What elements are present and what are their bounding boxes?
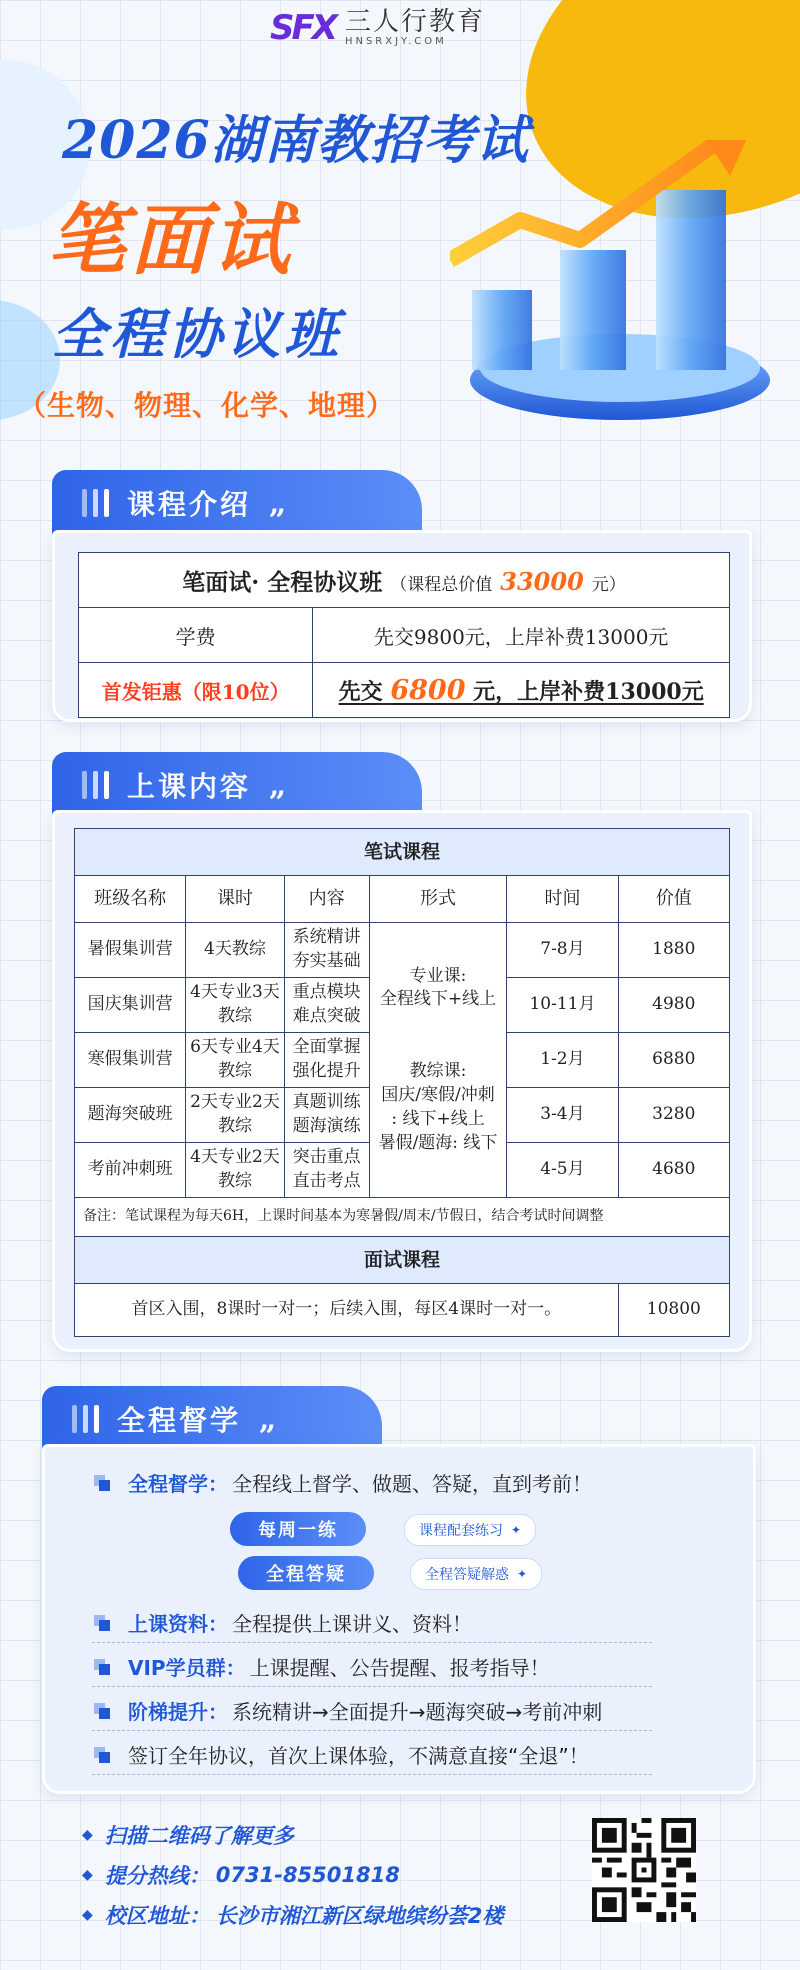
- class-content: 重点模块难点突破: [284, 978, 369, 1033]
- hero-title: 2026湖南教招考试: [62, 110, 529, 171]
- square-bullet-icon: [94, 1659, 110, 1675]
- diamond-icon: ◆: [82, 1867, 93, 1883]
- campus-address: [82, 1900, 503, 1930]
- class-value: 3280: [618, 1088, 729, 1143]
- class-time: 10-11月: [507, 978, 618, 1033]
- square-bullet-icon: [94, 1475, 110, 1491]
- divider: [92, 1686, 652, 1687]
- brand-logo: [270, 6, 485, 50]
- class-value: 6880: [618, 1033, 729, 1088]
- tab-bars-icon: [72, 1405, 99, 1433]
- section-tab-class-content: [52, 752, 422, 818]
- class-name: 考前冲刺班: [75, 1143, 186, 1198]
- interview-desc: 首区入围，8课时一对一；后续入围，每区4课时一对一。: [75, 1284, 619, 1337]
- qr-code-icon[interactable]: [592, 1818, 696, 1922]
- course-total-value: 33000: [500, 566, 584, 596]
- square-bullet-icon: [94, 1615, 110, 1631]
- quote-icon: „: [269, 767, 287, 803]
- form-line: 全程线下+线上: [379, 989, 497, 1010]
- section-title: 上课内容: [127, 770, 252, 803]
- form-line: 国庆/寒假/冲刺: [381, 1085, 495, 1105]
- promo-suffix: 元，上岸补费13000元: [473, 678, 704, 705]
- address-label: 校区地址：: [104, 1904, 210, 1928]
- list-item-label: 上课资料：: [128, 1612, 228, 1636]
- interview-course-title: 面试课程: [75, 1237, 730, 1284]
- square-bullet-icon: [94, 1703, 110, 1719]
- class-content: 真题训练题海演练: [284, 1088, 369, 1143]
- list-item-text: 上课提醒、公告提醒、报考指导！: [249, 1656, 550, 1680]
- section-title: 课程介绍: [127, 488, 252, 521]
- full-qa-pill: 全程答疑: [238, 1556, 374, 1590]
- col-header: 形式: [369, 876, 507, 923]
- hotline[interactable]: [82, 1860, 400, 1890]
- hero-subtitle: 全程协议班: [52, 302, 342, 366]
- section-title: 全程督学: [117, 1404, 242, 1437]
- square-bullet-icon: [94, 1747, 110, 1763]
- growth-chart-illustration: [450, 140, 770, 440]
- brand-name-en: HNSRXJY.COM: [344, 36, 447, 47]
- hero-subjects: （生物、物理、化学、地理）: [18, 389, 396, 422]
- hotline-label: 提分热线：: [104, 1864, 210, 1888]
- course-value-suffix: 元）: [591, 574, 626, 595]
- weekly-practice-tag: [404, 1514, 536, 1546]
- tag-text: 课程配套练习: [419, 1523, 503, 1539]
- section-tab-course-intro: [52, 470, 422, 536]
- brand-name: [345, 9, 485, 47]
- scan-text: 扫描二维码了解更多: [104, 1824, 294, 1848]
- quote-icon: „: [259, 1401, 277, 1437]
- form-line: 专业课:: [409, 965, 467, 986]
- form-line: : 线下+线上: [391, 1108, 485, 1129]
- tab-bars-icon: [82, 489, 109, 517]
- full-qa-tag: [410, 1558, 542, 1590]
- class-content: 突击重点直击考点: [284, 1143, 369, 1198]
- list-item-guarantee: [94, 1740, 589, 1769]
- class-name: 暑假集训营: [75, 923, 186, 978]
- divider: [92, 1774, 652, 1775]
- class-hours: 4天专业3天教综: [186, 978, 284, 1033]
- list-item-progression: [94, 1696, 602, 1725]
- list-item-text: 系统精讲→全面提升→题海突破→考前冲刺: [232, 1700, 603, 1724]
- list-item-materials: [94, 1608, 472, 1637]
- schedule-note: 备注：笔试课程为每天6H，上课时间基本为寒暑假/周末/节假日，结合考试时间调整: [75, 1198, 730, 1237]
- course-value-prefix: （课程总价值: [390, 574, 493, 595]
- list-item-text: 签订全年协议，首次上课体验，不满意直接“全退”！: [128, 1744, 589, 1768]
- course-schedule-table: [74, 828, 730, 1337]
- form-spacer: [371, 1012, 506, 1060]
- section-tab-supervision: [42, 1386, 382, 1452]
- interview-value: 10800: [618, 1284, 729, 1337]
- divider: [92, 1642, 652, 1643]
- col-header: 课时: [186, 876, 284, 923]
- tab-bars-icon: [82, 771, 109, 799]
- col-header: 价值: [618, 876, 729, 923]
- class-value: 4980: [618, 978, 729, 1033]
- tag-text: 全程答疑解惑: [425, 1567, 509, 1583]
- col-header: 内容: [284, 876, 369, 923]
- class-content: 系统精讲夯实基础: [284, 923, 369, 978]
- form-line: 暑假/题海: 线下: [378, 1132, 498, 1153]
- scan-qr-prompt: [82, 1820, 294, 1850]
- brand-name-cn: 三人行教育: [344, 7, 485, 37]
- class-form: [369, 923, 507, 1198]
- promo-price: 6800: [390, 674, 466, 706]
- list-item-text: 全程提供上课讲义、资料！: [232, 1612, 472, 1636]
- class-content: 全面掌握强化提升: [284, 1033, 369, 1088]
- class-time: 7-8月: [507, 923, 618, 978]
- hero-big-title: 笔面试: [48, 195, 295, 286]
- class-time: 1-2月: [507, 1033, 618, 1088]
- price-table-header: [79, 553, 730, 608]
- class-name: 国庆集训营: [75, 978, 186, 1033]
- written-course-title: 笔试课程: [75, 829, 730, 876]
- hotline-number[interactable]: 0731-85501818: [215, 1863, 400, 1887]
- tuition-value: 先交9800元，上岸补费13000元: [313, 608, 730, 663]
- address-text: 长沙市湘江新区绿地缤纷荟2楼: [215, 1904, 504, 1928]
- col-header: 班级名称: [75, 876, 186, 923]
- list-item-label: 全程督学：: [128, 1472, 228, 1496]
- class-time: 3-4月: [507, 1088, 618, 1143]
- class-name: 寒假集训营: [75, 1033, 186, 1088]
- list-item-label: VIP学员群：: [128, 1656, 246, 1680]
- tuition-label: 学费: [79, 608, 313, 663]
- col-header: 时间: [507, 876, 618, 923]
- class-value: 1880: [618, 923, 729, 978]
- table-row: [75, 923, 730, 978]
- list-item-label: 阶梯提升：: [128, 1700, 228, 1724]
- list-item-vip-group: [94, 1652, 550, 1681]
- interview-row: [75, 1284, 730, 1337]
- diamond-icon: ◆: [82, 1827, 93, 1843]
- class-name: 题海突破班: [75, 1088, 186, 1143]
- course-name: 笔面试· 全程协议班: [182, 568, 383, 596]
- class-hours: 4天教综: [186, 923, 284, 978]
- promo-prefix: 先交: [338, 678, 383, 705]
- class-hours: 4天专业2天教综: [186, 1143, 284, 1198]
- sparkle-icon: ✦: [517, 1567, 528, 1581]
- diamond-icon: ◆: [82, 1907, 93, 1923]
- course-price-table: [78, 552, 730, 718]
- list-item-supervision: [94, 1468, 592, 1497]
- list-item-text: 全程线上督学、做题、答疑，直到考前！: [232, 1472, 592, 1496]
- promo-value: [313, 663, 730, 718]
- class-time: 4-5月: [507, 1143, 618, 1198]
- promo-label: 首发钜惠（限10位）: [79, 663, 313, 718]
- class-hours: 6天专业4天教综: [186, 1033, 284, 1088]
- divider: [92, 1730, 652, 1731]
- form-line: 教综课:: [409, 1061, 467, 1082]
- quote-icon: „: [269, 485, 287, 521]
- weekly-practice-pill: 每周一练: [230, 1512, 366, 1546]
- class-value: 4680: [618, 1143, 729, 1198]
- brand-mark: SFX: [270, 8, 335, 48]
- sparkle-icon: ✦: [511, 1523, 522, 1537]
- class-hours: 2天专业2天教综: [186, 1088, 284, 1143]
